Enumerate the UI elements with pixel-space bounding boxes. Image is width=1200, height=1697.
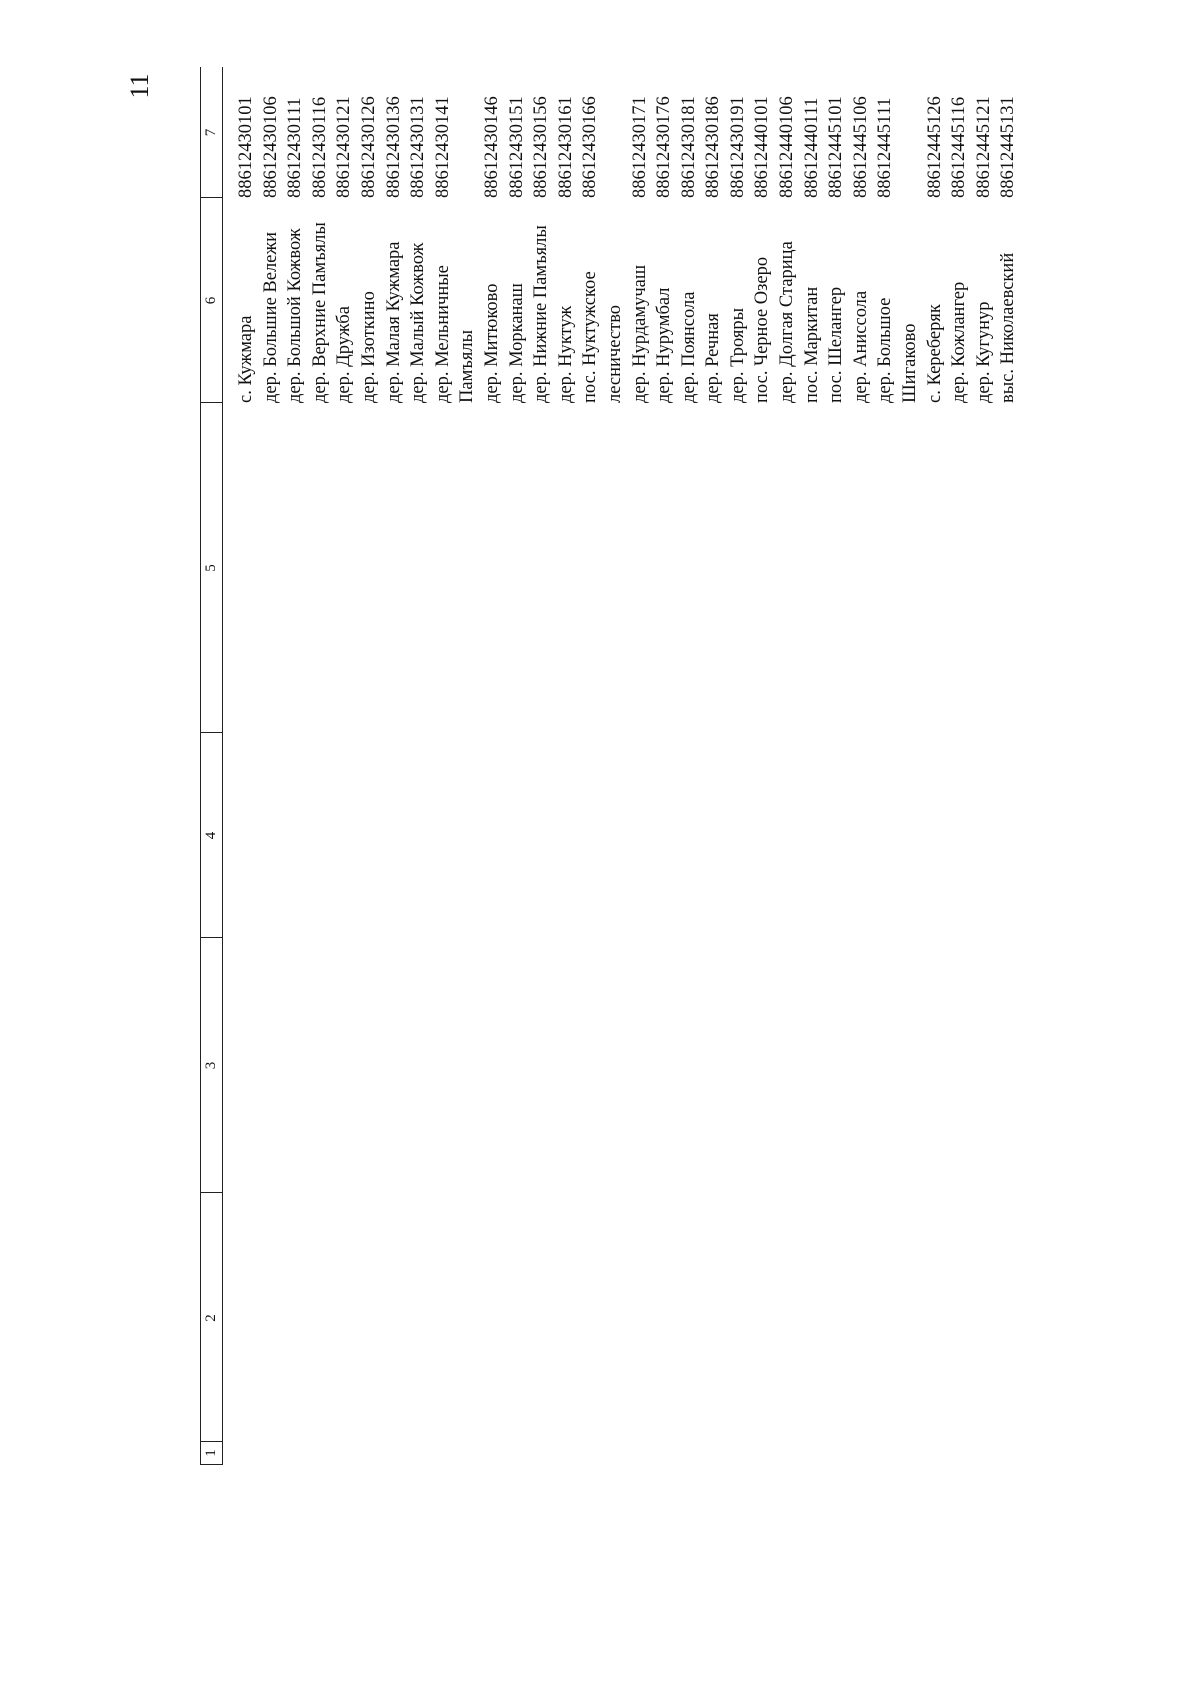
oktmo-code: 88612430126	[358, 96, 379, 198]
column-header-6: 6	[200, 197, 222, 403]
settlement-name: дер. Нуктуж	[555, 305, 576, 403]
oktmo-code: 88612440106	[777, 96, 798, 198]
column-header-1: 1	[200, 1441, 222, 1465]
oktmo-code: 88612430181	[678, 96, 699, 198]
settlement-name: выс. Николаевский	[998, 252, 1019, 403]
settlement-name: дер. Речная	[703, 313, 724, 403]
page-number: 11	[125, 73, 154, 99]
settlement-name: дер. Малый Кожвож	[408, 242, 429, 403]
oktmo-code: 88612430141	[432, 96, 453, 198]
settlement-name: дер. Митюково	[481, 283, 502, 403]
settlement-name: дер. Нурумбал	[654, 287, 675, 403]
settlement-name: дер. Трояры	[727, 307, 748, 403]
oktmo-code	[455, 67, 480, 198]
oktmo-code: 88612430151	[506, 96, 527, 198]
oktmo-code: 88612430136	[383, 96, 404, 198]
oktmo-code: 88612445116	[949, 96, 970, 198]
settlement-name: дер. Аниссола	[850, 290, 871, 403]
column-header-3: 3	[200, 937, 222, 1193]
oktmo-code: 88612430176	[654, 96, 675, 198]
settlement-name: дер. Мельничные	[432, 265, 453, 403]
table-header-rule	[222, 67, 223, 1465]
oktmo-code: 88612430171	[629, 96, 650, 198]
oktmo-code: 88612430111	[285, 97, 306, 198]
oktmo-code: 88612430116	[309, 96, 330, 198]
settlement-name: дер. Нижние Памъялы	[531, 225, 552, 403]
settlement-name: дер. Малая Кужмара	[383, 241, 404, 403]
settlement-name: Шигаково	[900, 323, 921, 403]
oktmo-code: 88612430191	[727, 96, 748, 198]
column-header-2: 2	[200, 1192, 222, 1443]
column-header-5: 5	[200, 402, 222, 733]
settlement-name: дер. Дружба	[334, 306, 355, 403]
rotated-table	[200, 67, 1019, 1465]
settlement-name: с. Кереберяк	[924, 304, 945, 403]
oktmo-code: 88612430101	[236, 96, 256, 198]
oktmo-code: 88612430156	[531, 96, 552, 198]
settlement-name: дер. Кугунур	[973, 301, 994, 403]
settlement-name: дер. Нурдамучаш	[629, 264, 650, 403]
oktmo-code: 88612430146	[481, 96, 502, 198]
oktmo-code: 88612440101	[752, 96, 773, 198]
settlement-name: пос. Нуктужское	[580, 271, 601, 403]
oktmo-code: 88612445101	[826, 96, 847, 198]
settlement-name: дер. Большой Кожвож	[285, 228, 306, 403]
oktmo-code: 88612430131	[408, 96, 429, 198]
column-header-7: 7	[203, 128, 219, 137]
settlement-name: дер. Поянсола	[678, 291, 699, 403]
oktmo-code: 88612430166	[580, 96, 601, 198]
settlement-name: пос. Черное Озеро	[752, 256, 773, 403]
oktmo-code: 88612430186	[703, 96, 724, 198]
settlement-name: дер. Верхние Памъялы	[309, 222, 330, 403]
settlement-name: дер. Изоткино	[358, 291, 379, 403]
oktmo-code: 88612430161	[555, 96, 576, 198]
settlement-name: лесничество	[604, 304, 625, 403]
settlement-name: Памъялы	[457, 329, 478, 403]
settlement-name: пос. Маркитан	[801, 286, 822, 403]
column-header-4: 4	[200, 732, 222, 938]
settlement-name: с. Кужмара	[236, 315, 256, 403]
oktmo-code: 88612445111	[875, 97, 896, 198]
oktmo-code: 88612445131	[998, 96, 1019, 198]
settlement-name: дер. Кожлангер	[949, 281, 970, 403]
settlement-name: дер. Долгая Старица	[777, 241, 798, 403]
settlement-name: дер. Большое	[875, 297, 896, 403]
oktmo-code: 88612445121	[973, 96, 994, 198]
oktmo-code: 88612440111	[801, 97, 822, 198]
oktmo-code	[603, 67, 628, 198]
oktmo-code: 88612445126	[924, 96, 945, 198]
oktmo-code-column	[234, 67, 1021, 198]
oktmo-code	[898, 67, 923, 198]
settlement-name: дер. Большие Вележи	[260, 231, 281, 403]
settlement-name: пос. Шелангер	[826, 286, 847, 403]
oktmo-code: 88612445106	[850, 96, 871, 198]
settlement-name-column	[234, 198, 1021, 403]
oktmo-code: 88612430121	[334, 96, 355, 198]
oktmo-code: 88612430106	[260, 96, 281, 198]
settlement-name: дер. Морканаш	[506, 283, 527, 403]
